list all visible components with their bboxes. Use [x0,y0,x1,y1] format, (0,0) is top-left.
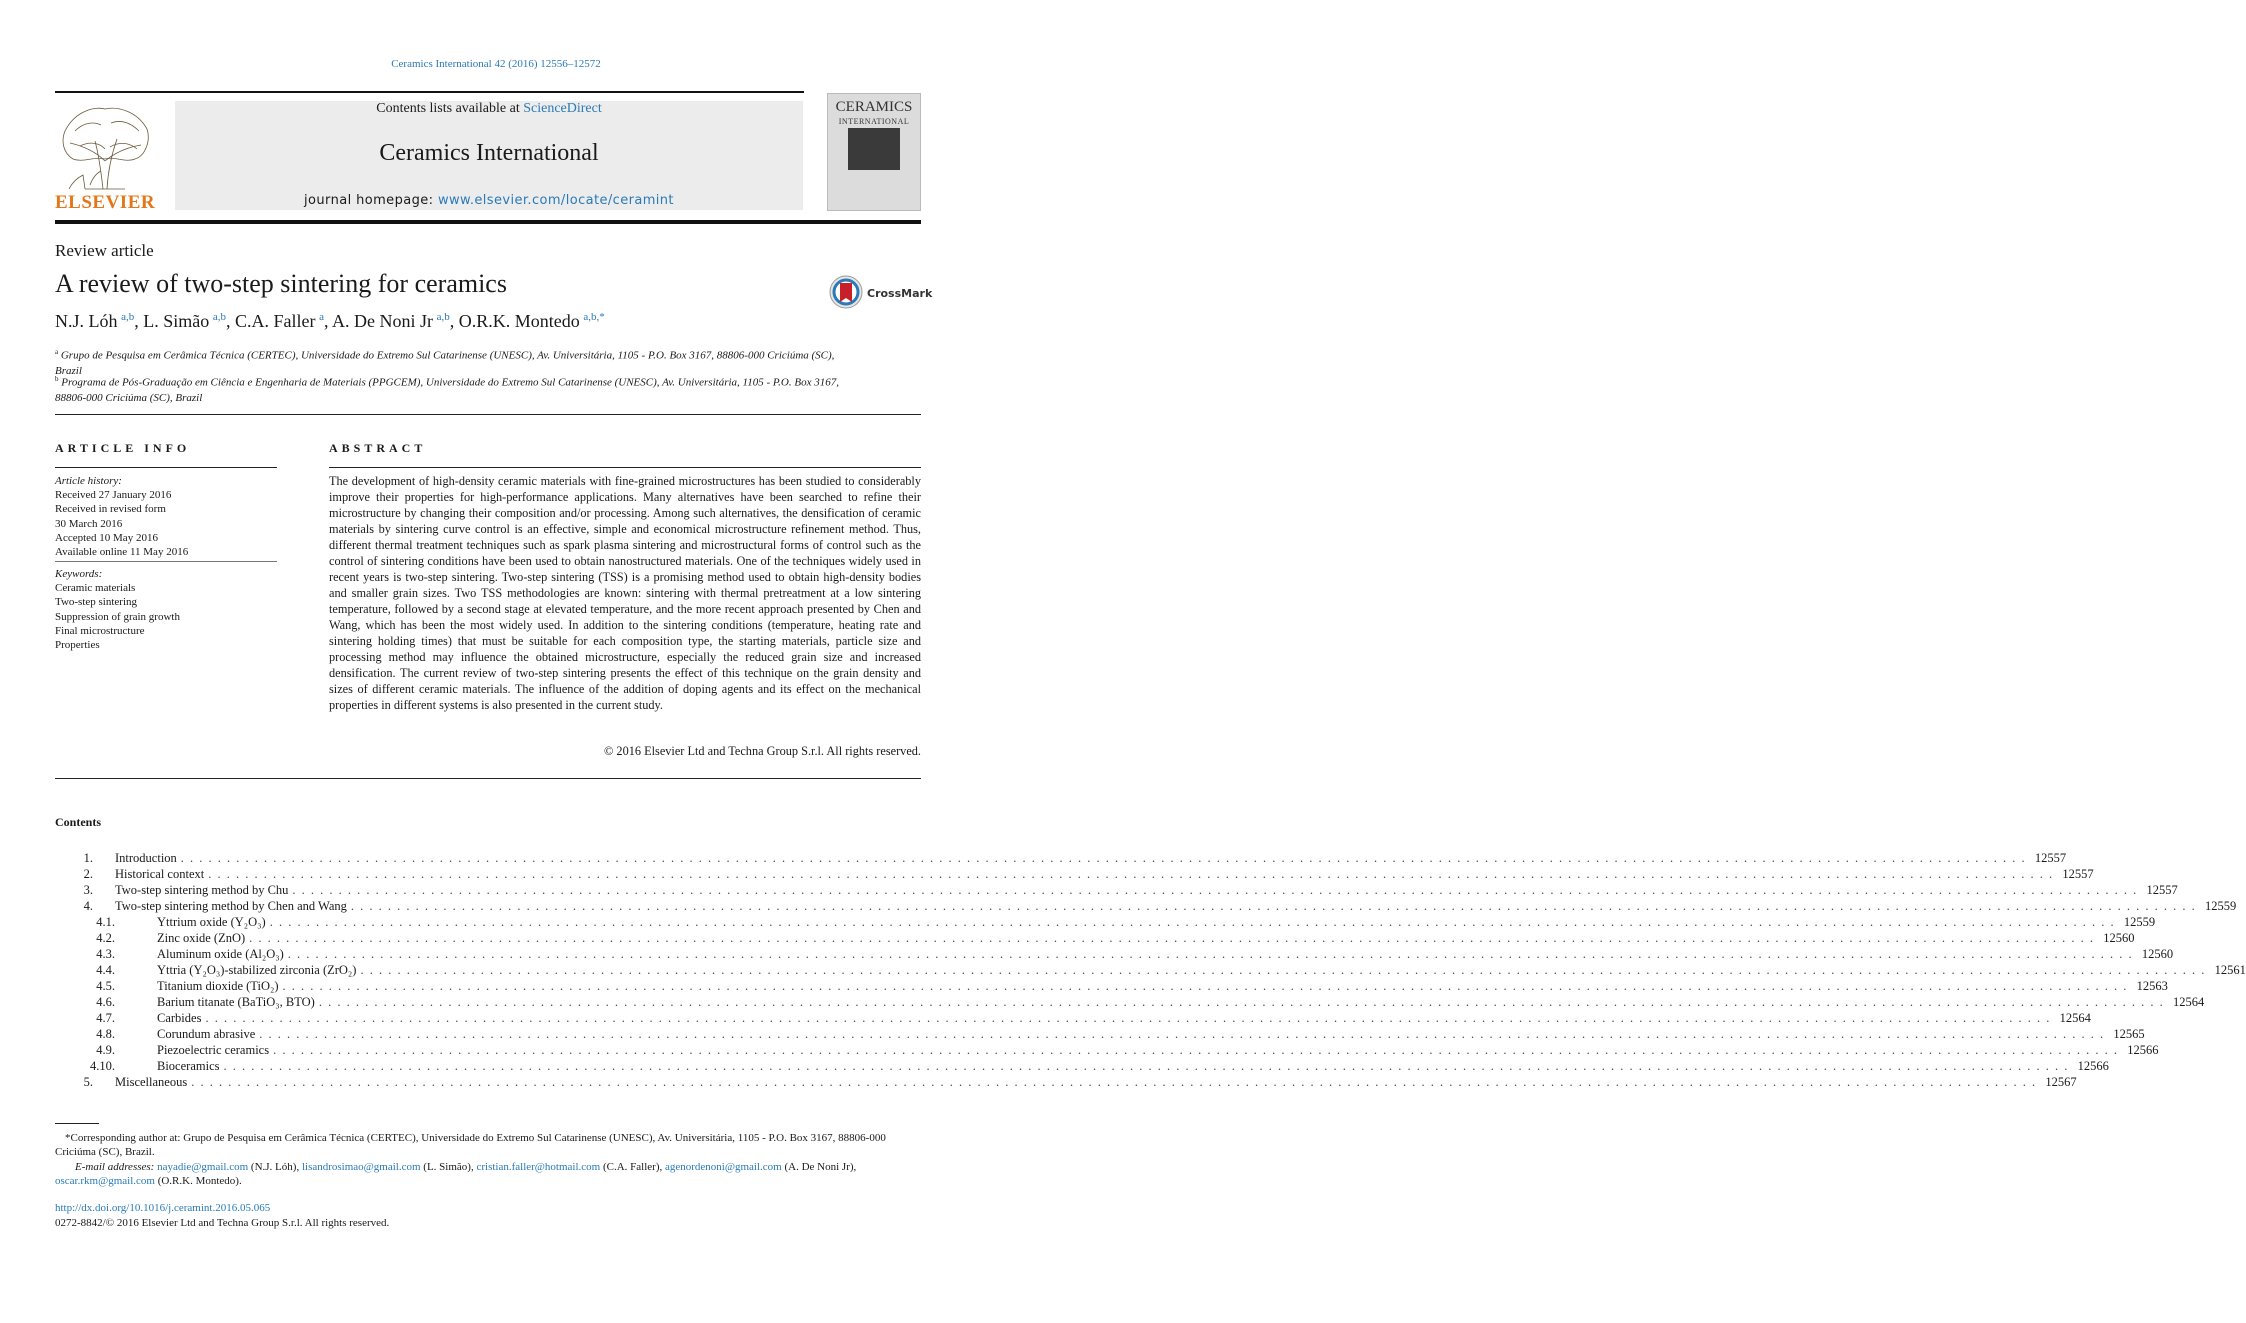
email-link[interactable]: nayadie@gmail.com [157,1161,249,1173]
keyword-item: Ceramic materials [55,582,136,595]
toc-entry[interactable] [55,930,2135,946]
toc-label[interactable]: Introduction [115,851,177,865]
toc-leader-dots: . . . . . . . . . . . . . . . . . . . . . . . . . . . . . . . . . . . . . . . . . . . . . . . . . . . . . . . . . . . . . . . . . . . . . . . . . . . . . . . . . . . . . . . . . . . . . . . . . . . . . . . . . . . . . . . . . . . . . . . . . . . . . . . . . . . . . . . . . . . . . . . . . . . . . . . . . . . . . . . . . . . . . . . . . . . . . . . . . . . . . . . . . . . . . . . . . . . . . . . . [360,963,2206,977]
toc-leader-dots: . . . . . . . . . . . . . . . . . . . . . . . . . . . . . . . . . . . . . . . . . . . . . . . . . . . . . . . . . . . . . . . . . . . . . . . . . . . . . . . . . . . . . . . . . . . . . . . . . . . . . . . . . . . . . . . . . . . . . . . . . . . . . . . . . . . . . . . . . . . . . . . . . . . . . . . . . . . . . . . . . . . . . . . . . . . . . . . . . . . . . . . . . . . . . . . . . . . . . . . . [208,867,2054,881]
toc-leader-dots: . . . . . . . . . . . . . . . . . . . . . . . . . . . . . . . . . . . . . . . . . . . . . . . . . . . . . . . . . . . . . . . . . . . . . . . . . . . . . . . . . . . . . . . . . . . . . . . . . . . . . . . . . . . . . . . . . . . . . . . . . . . . . . . . . . . . . . . . . . . . . . . . . . . . . . . . . . . . . . . . . . . . . . . . . . . . . . . . . . . . . . . . . . . . . . . . . . . . . . . . [249,931,2095,945]
title-bottom-rule [55,414,921,415]
email-owner: (C.A. Faller), [600,1161,665,1173]
toc-number: 4.1. [96,915,115,929]
issn-line: 0272-8842/© 2016 Elsevier Ltd and Techna Group S.r.l. All rights reserved. [55,1217,390,1229]
email-link[interactable]: cristian.faller@hotmail.com [476,1161,601,1173]
toc-label[interactable]: Piezoelectric ceramics [157,1043,270,1057]
toc-leader-dots: . . . . . . . . . . . . . . . . . . . . . . . . . . . . . . . . . . . . . . . . . . . . . . . . . . . . . . . . . . . . . . . . . . . . . . . . . . . . . . . . . . . . . . . . . . . . . . . . . . . . . . . . . . . . . . . . . . . . . . . . . . . . . . . . . . . . . . . . . . . . . . . . . . . . . . . . . . . . . . . . . . . . . . . . . . . . . . . . . . . . . . . . . . . . . . . . . . . . . . . . [318,995,2165,1009]
toc-page-number[interactable]: 12564 [2172,995,2205,1009]
affiliation-text: Grupo de Pesquisa em Cerâmica Técnica (CERTEC), Universidade do Extremo Sul Catarinense (UNESC), Av. Universitária, 1105 - P.O. Box 3167, 88806-000 Criciúma (SC), Brazil [55,349,835,377]
author-separator: , [226,311,235,331]
toc-page-number[interactable]: 12561 [2214,963,2246,977]
author-affiliation-mark[interactable]: a,b,* [583,311,605,323]
toc-entry[interactable] [55,850,2067,866]
keyword-item: Properties [55,639,100,652]
contents-prefix: Contents lists available at [376,101,524,116]
history-item: Accepted 10 May 2016 [55,531,158,544]
toc-page-number[interactable]: 12557 [2034,851,2067,865]
keywords-rule [55,561,277,562]
author-separator: , [324,311,333,331]
toc-leader-dots: . . . . . . . . . . . . . . . . . . . . . . . . . . . . . . . . . . . . . . . . . . . . . . . . . . . . . . . . . . . . . . . . . . . . . . . . . . . . . . . . . . . . . . . . . . . . . . . . . . . . . . . . . . . . . . . . . . . . . . . . . . . . . . . . . . . . . . . . . . . . . . . . . . . . . . . . . . . . . . . . . . . . . . . . . . . . . . . . . . . . . . . . . . . . . . . . . . . . . . . . [180,851,2027,865]
corresponding-author-note: *Corresponding author at: Grupo de Pesquisa em Cerâmica Técnica (CERTEC), Universidade do Extremo Sul Catarinense (UNESC), Av. Universitária, 1105 - P.O. Box 3167, 88806-000 Criciúma (SC), Brazil. [55,1132,886,1158]
toc-label[interactable]: Miscellaneous [115,1075,188,1089]
author-affiliation-mark[interactable]: a,b [212,311,226,323]
header-top-rule [55,91,804,93]
crossmark-label[interactable]: CrossMark [867,287,933,300]
toc-page-number[interactable]: 12563 [2136,979,2168,993]
toc-label[interactable]: Titanium dioxide (TiO₂) [157,979,279,993]
toc-leader-dots: . . . . . . . . . . . . . . . . . . . . . . . . . . . . . . . . . . . . . . . . . . . . . . . . . . . . . . . . . . . . . . . . . . . . . . . . . . . . . . . . . . . . . . . . . . . . . . . . . . . . . . . . . . . . . . . . . . . . . . . . . . . . . . . . . . . . . . . . . . . . . . . . . . . . . . . . . . . . . . . . . . . . . . . . . . . . . . . . . . . . . . . . . . . . . . . . . . . . . . . . [205,1011,2051,1025]
toc-number: 4.4. [96,963,115,977]
toc-leader-dots: . . . . . . . . . . . . . . . . . . . . . . . . . . . . . . . . . . . . . . . . . . . . . . . . . . . . . . . . . . . . . . . . . . . . . . . . . . . . . . . . . . . . . . . . . . . . . . . . . . . . . . . . . . . . . . . . . . . . . . . . . . . . . . . . . . . . . . . . . . . . . . . . . . . . . . . . . . . . . . . . . . . . . . . . . . . . . . . . . . . . . . . . . . . . . . . . . . . . . . . . [191,1075,2037,1089]
toc-entry[interactable] [55,1010,2091,1026]
keyword-list [55,581,280,652]
toc-number: 4.3. [96,947,115,961]
author-separator: , [134,311,144,331]
toc-number: 4.8. [96,1027,115,1041]
author-separator: , [449,311,459,331]
toc-entry[interactable] [55,946,2174,962]
abstract-rule [329,467,921,468]
toc-label[interactable]: Aluminum oxide (Al₂O₃) [157,947,284,961]
toc-leader-dots: . . . . . . . . . . . . . . . . . . . . . . . . . . . . . . . . . . . . . . . . . . . . . . . . . . . . . . . . . . . . . . . . . . . . . . . . . . . . . . . . . . . . . . . . . . . . . . . . . . . . . . . . . . . . . . . . . . . . . . . . . . . . . . . . . . . . . . . . . . . . . . . . . . . . . . . . . . . . . . . . . . . . . . . . . . . . . . . . . . . . . . . . . . . . . . . . . . . . . . . . [350,899,2197,913]
abstract-heading: ABSTRACT [329,441,427,455]
toc-entry[interactable] [55,1042,2159,1058]
history-item: Received in revised form [55,503,166,516]
toc-label[interactable]: Corundum abrasive [157,1027,256,1041]
toc-number: 1. [83,851,93,865]
footnote-rule [55,1123,99,1124]
toc-page-number[interactable]: 12566 [2077,1059,2109,1073]
abstract-copyright: © 2016 Elsevier Ltd and Techna Group S.r.l. All rights reserved. [604,744,921,758]
toc-number: 2. [83,867,93,881]
email-owner: (A. De Noni Jr), [781,1161,857,1173]
cover-image [848,128,900,170]
keywords-block [55,567,280,652]
toc-entry[interactable] [55,914,2156,930]
affiliation-mark: a [55,348,59,356]
email-label: E-mail addresses: [75,1161,155,1173]
toc-number: 4.2. [96,931,115,945]
author-name: C.A. Faller [235,311,316,331]
journal-title: Ceramics International [379,140,599,166]
toc-number: 4.10. [90,1059,115,1073]
toc-entry[interactable] [55,962,2246,978]
email-link[interactable]: agenordenoni@gmail.com [665,1161,782,1173]
toc-entry[interactable] [55,994,2205,1010]
abstract-text: The development of high-density ceramic materials with fine-grained microstructures has been studied to considerably improve their properties for high-performance applications. Many alternatives have been searched to refine their microstructure by changing their composition and/or processing. Among such alternatives, the densification of ceramic materials by sintering curve control is an effective, simple and economical microstructure refinement method. Thus, different thermal treatment techniques such as spark plasma sintering and microstructural forms of control such as the control of sintering conditions have been used to obtain nanostructured materials. One of the techniques widely used in recent years is two-step sintering. Two-step sintering (TSS) is a promising method used to obtain high-density bodies and smaller grain sizes. Two TSS methodologies are known: sintering with thermal pretreatment at a low sintering temperature, followed by a second stage at elevated temperature, and the more recent approach presented by Chen and Wang, which has been the most widely used. In addition to the sintering conditions (temperature, heating rate and sintering holding times) that must be suitable for each composition type, the starting materials, particle size and processing method may influence the obtained microstructure, especially the reduced grain size and increased densification. The current review of two-step sintering presents the effect of this technique on the grain density and sizes of different ceramic materials. The influence of the addition of doping agents and its effect on the mechanical properties in different systems is also presented in the current study. [329,474,921,712]
author-name: N.J. Lóh [55,311,118,331]
affiliation-b [55,372,845,406]
email-owner: (N.J. Lóh), [248,1161,302,1173]
journal-homepage-line [175,193,803,208]
history-item: 30 March 2016 [55,517,123,530]
toc-page-number[interactable]: 12567 [2045,1075,2077,1089]
toc-label[interactable]: Yttria (Y₂O₃)-stabilized zirconia (ZrO₂) [157,963,357,977]
author-name: L. Simão [143,311,210,331]
toc-entry[interactable] [55,898,2237,914]
toc-label[interactable]: Bioceramics [157,1059,220,1073]
toc-leader-dots: . . . . . . . . . . . . . . . . . . . . . . . . . . . . . . . . . . . . . . . . . . . . . . . . . . . . . . . . . . . . . . . . . . . . . . . . . . . . . . . . . . . . . . . . . . . . . . . . . . . . . . . . . . . . . . . . . . . . . . . . . . . . . . . . . . . . . . . . . . . . . . . . . . . . . . . . . . . . . . . . . . . . . . . . . . . . . . . . . . . . . . . . . . . . . . . . . . . . . . . . [269,915,2116,929]
toc-page-number[interactable]: 12564 [2059,1011,2091,1025]
journal-citation[interactable]: Ceramics International 42 (2016) 12556–12572 [391,58,601,70]
toc-label[interactable]: Carbides [157,1011,202,1025]
homepage-link[interactable]: www.elsevier.com/locate/ceramint [437,193,674,208]
affiliation-text: Programa de Pós-Graduação em Ciência e Engenharia de Materiais (PPGCEM), Universidade do Extremo Sul Catarinense (UNESC), Av. Universitária, 1105 - P.O. Box 3167, 88806-000 Criciúma (SC), Brazil [55,376,839,404]
keywords-label: Keywords: [55,568,103,580]
toc-label[interactable]: Zinc oxide (ZnO) [157,931,246,945]
toc-page-number[interactable]: 12560 [2141,947,2174,961]
toc-number: 4. [83,899,93,913]
history-item: Received 27 January 2016 [55,489,172,502]
toc-entry[interactable] [55,1026,2145,1042]
author-name: A. De Noni Jr [332,311,434,331]
toc-page-number[interactable]: 12559 [2205,899,2237,913]
abstract-bottom-rule [55,778,921,779]
toc-page-number[interactable]: 12560 [2103,931,2135,945]
toc-entry[interactable] [55,1058,2109,1074]
history-item: Available online 11 May 2016 [55,546,189,559]
homepage-prefix: journal homepage: [304,193,438,208]
author-affiliation-mark[interactable]: a [319,311,324,323]
affiliation-mark: b [55,375,59,383]
toc-leader-dots: . . . . . . . . . . . . . . . . . . . . . . . . . . . . . . . . . . . . . . . . . . . . . . . . . . . . . . . . . . . . . . . . . . . . . . . . . . . . . . . . . . . . . . . . . . . . . . . . . . . . . . . . . . . . . . . . . . . . . . . . . . . . . . . . . . . . . . . . . . . . . . . . . . . . . . . . . . . . . . . . . . . . . . . . . . . . . . . . . . . . . . . . . . . . . . . . . . . . . . . . [287,947,2134,961]
cover-subtitle: INTERNATIONAL [838,117,910,126]
toc-page-number[interactable]: 12557 [2146,883,2178,897]
email-addresses [55,1160,921,1188]
toc-label[interactable]: Yttrium oxide (Y₂O₃) [157,915,266,929]
crossmark-icon[interactable] [829,275,863,309]
toc-page-number[interactable]: 12565 [2113,1027,2145,1041]
keyword-item: Final microstructure [55,624,145,637]
toc-entry[interactable] [55,978,2168,994]
article-type: Review article [55,241,154,260]
toc-entry[interactable] [55,1074,2077,1090]
author-affiliation-mark[interactable]: a,b [436,311,450,323]
toc-entry[interactable] [55,866,2094,882]
toc-label[interactable]: Historical context [115,867,205,881]
contents-available-line [175,101,803,117]
toc-number: 3. [83,883,93,897]
header-bottom-rule [55,220,921,224]
keyword-item: Suppression of grain growth [55,610,180,623]
toc-label[interactable]: Barium titanate (BaTiO₃, BTO) [157,995,315,1009]
author-affiliation-mark[interactable]: a,b [121,311,135,323]
article-info-rule [55,467,277,468]
toc-number: 4.7. [96,1011,115,1025]
cover-title: CERAMICS [835,99,913,115]
toc-page-number[interactable]: 12566 [2127,1043,2159,1057]
author-list [55,311,605,332]
toc-leader-dots: . . . . . . . . . . . . . . . . . . . . . . . . . . . . . . . . . . . . . . . . . . . . . . . . . . . . . . . . . . . . . . . . . . . . . . . . . . . . . . . . . . . . . . . . . . . . . . . . . . . . . . . . . . . . . . . . . . . . . . . . . . . . . . . . . . . . . . . . . . . . . . . . . . . . . . . . . . . . . . . . . . . . . . . . . . . . . . . . . . . . . . . . . . . . . . . . . . . . . . . . [292,883,2138,897]
toc-number: 5. [83,1075,93,1089]
toc-number: 4.6. [96,995,115,1009]
toc-label[interactable]: Two-step sintering method by Chen and Wang [115,899,347,913]
toc-page-number[interactable]: 12557 [2062,867,2094,881]
history-list [55,488,280,559]
history-label: Article history: [55,475,122,487]
article-history [55,474,280,559]
toc-leader-dots: . . . . . . . . . . . . . . . . . . . . . . . . . . . . . . . . . . . . . . . . . . . . . . . . . . . . . . . . . . . . . . . . . . . . . . . . . . . . . . . . . . . . . . . . . . . . . . . . . . . . . . . . . . . . . . . . . . . . . . . . . . . . . . . . . . . . . . . . . . . . . . . . . . . . . . . . . . . . . . . . . . . . . . . . . . . . . . . . . . . . . . . . . . . . . . . . . . . . . . . . [273,1043,2119,1057]
elsevier-logo-text: ELSEVIER [55,192,156,213]
contents-heading: Contents [55,815,102,829]
keyword-item: Two-step sintering [55,596,138,609]
email-owner: (O.R.K. Montedo). [154,1175,242,1187]
toc-entry[interactable] [55,882,2178,898]
toc-number: 4.9. [96,1043,115,1057]
email-link[interactable]: lisandrosimao@gmail.com [301,1161,421,1173]
toc-leader-dots: . . . . . . . . . . . . . . . . . . . . . . . . . . . . . . . . . . . . . . . . . . . . . . . . . . . . . . . . . . . . . . . . . . . . . . . . . . . . . . . . . . . . . . . . . . . . . . . . . . . . . . . . . . . . . . . . . . . . . . . . . . . . . . . . . . . . . . . . . . . . . . . . . . . . . . . . . . . . . . . . . . . . . . . . . . . . . . . . . . . . . . . . . . . . . . . . . . . . . . . . [259,1027,2105,1041]
author-name: O.R.K. Montedo [458,311,580,331]
email-owner: (L. Simão), [420,1161,477,1173]
article-info-heading: ARTICLE INFO [55,441,191,455]
toc-label[interactable]: Two-step sintering method by Chu [115,883,289,897]
toc-number: 4.5. [96,979,115,993]
article-title: A review of two-step sintering for ceramics [55,269,507,298]
sciencedirect-link[interactable]: ScienceDirect [523,101,602,116]
toc-leader-dots: . . . . . . . . . . . . . . . . . . . . . . . . . . . . . . . . . . . . . . . . . . . . . . . . . . . . . . . . . . . . . . . . . . . . . . . . . . . . . . . . . . . . . . . . . . . . . . . . . . . . . . . . . . . . . . . . . . . . . . . . . . . . . . . . . . . . . . . . . . . . . . . . . . . . . . . . . . . . . . . . . . . . . . . . . . . . . . . . . . . . . . . . . . . . . . . . . . . . . . . . [282,979,2128,993]
toc-page-number[interactable]: 12559 [2123,915,2156,929]
email-link[interactable]: oscar.rkm@gmail.com [55,1175,155,1187]
toc-leader-dots: . . . . . . . . . . . . . . . . . . . . . . . . . . . . . . . . . . . . . . . . . . . . . . . . . . . . . . . . . . . . . . . . . . . . . . . . . . . . . . . . . . . . . . . . . . . . . . . . . . . . . . . . . . . . . . . . . . . . . . . . . . . . . . . . . . . . . . . . . . . . . . . . . . . . . . . . . . . . . . . . . . . . . . . . . . . . . . . . . . . . . . . . . . . . . . . . . . . . . . . . [223,1059,2069,1073]
doi-link[interactable]: http://dx.doi.org/10.1016/j.ceramint.2016.05.065 [55,1202,271,1214]
